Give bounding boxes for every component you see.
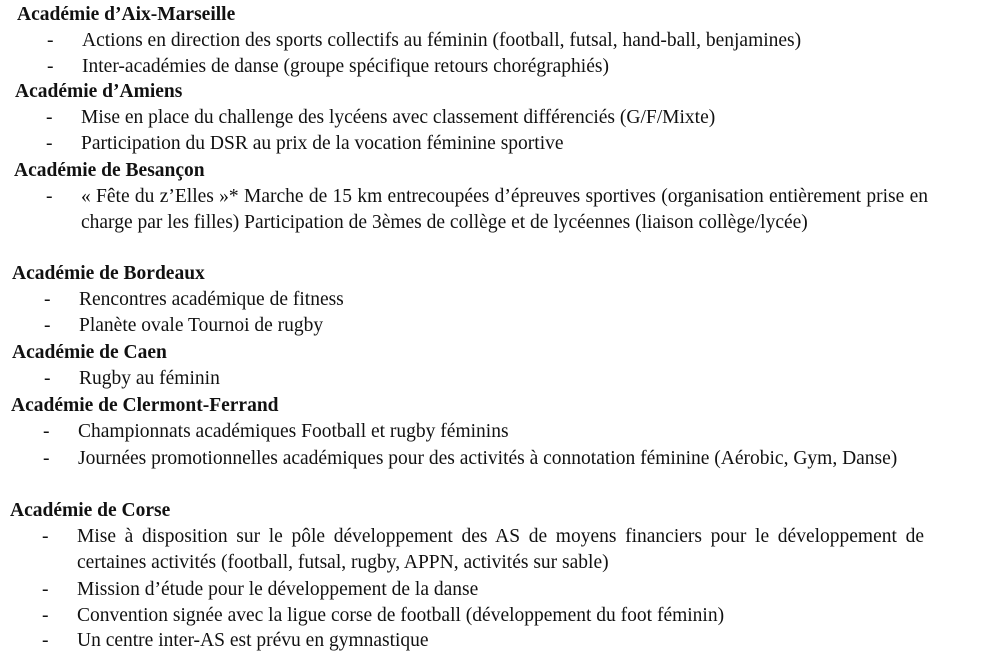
section-heading-clermont-ferrand: Académie de Clermont-Ferrand [11,395,279,416]
section-heading-corse: Académie de Corse [10,500,171,521]
list-item-text: Rencontres académique de fitness [79,289,344,310]
list-item-text: Journées promotionnelles académiques pour des activités à connotation féminine (Aérobic, Gym, Danse) [78,448,898,469]
bullet-dash: - [46,186,53,207]
list-item-text: Rugby au féminin [79,368,220,389]
bullet-dash: - [42,630,49,651]
list-item-text: Actions en direction des sports collectifs au féminin (football, futsal, hand-ball, benjamines) [82,30,802,51]
section-heading-caen: Académie de Caen [12,342,167,363]
bullet-dash: - [47,56,54,77]
list-item-text: Mise à disposition sur le pôle développement des AS de moyens financiers pour le développement de certaines activités (football, futsal, rugby, APPN, activités sur sable) [77,526,924,573]
bullet-dash: - [43,448,50,469]
section-heading-besancon: Académie de Besançon [14,160,205,181]
list-item-text: Mission d’étude pour le développement de la danse [77,579,479,600]
list-item-text: Convention signée avec la ligue corse de football (développement du foot féminin) [77,605,725,626]
list-item-text: Championnats académiques Football et rugby féminins [78,421,509,442]
bullet-dash: - [44,368,51,389]
list-item-text: « Fête du z’Elles »* Marche de 15 km entrecoupées d’épreuves sportives (organisation entièrement prise en charge par les filles) Participation de 3èmes de collège et de lycéennes (liaison collège/lycée) [81,186,928,233]
bullet-dash: - [43,421,50,442]
section-heading-bordeaux: Académie de Bordeaux [12,263,205,284]
section-heading-aix-marseille: Académie d’Aix-Marseille [17,4,236,25]
list-item-text: Un centre inter-AS est prévu en gymnastique [77,630,429,651]
bullet-dash: - [42,605,49,626]
bullet-dash: - [46,133,53,154]
bullet-dash: - [42,579,49,600]
section-heading-amiens: Académie d’Amiens [15,81,183,102]
list-item-text: Planète ovale Tournoi de rugby [79,315,324,336]
bullet-dash: - [47,30,54,51]
bullet-dash: - [44,289,51,310]
bullet-dash: - [46,107,53,128]
list-item-text: Inter-académies de danse (groupe spécifique retours chorégraphiés) [82,56,609,77]
list-item-text: Participation du DSR au prix de la vocation féminine sportive [81,133,564,154]
bullet-dash: - [42,526,49,547]
list-item-text: Mise en place du challenge des lycéens avec classement différenciés (G/F/Mixte) [81,107,716,128]
bullet-dash: - [44,315,51,336]
